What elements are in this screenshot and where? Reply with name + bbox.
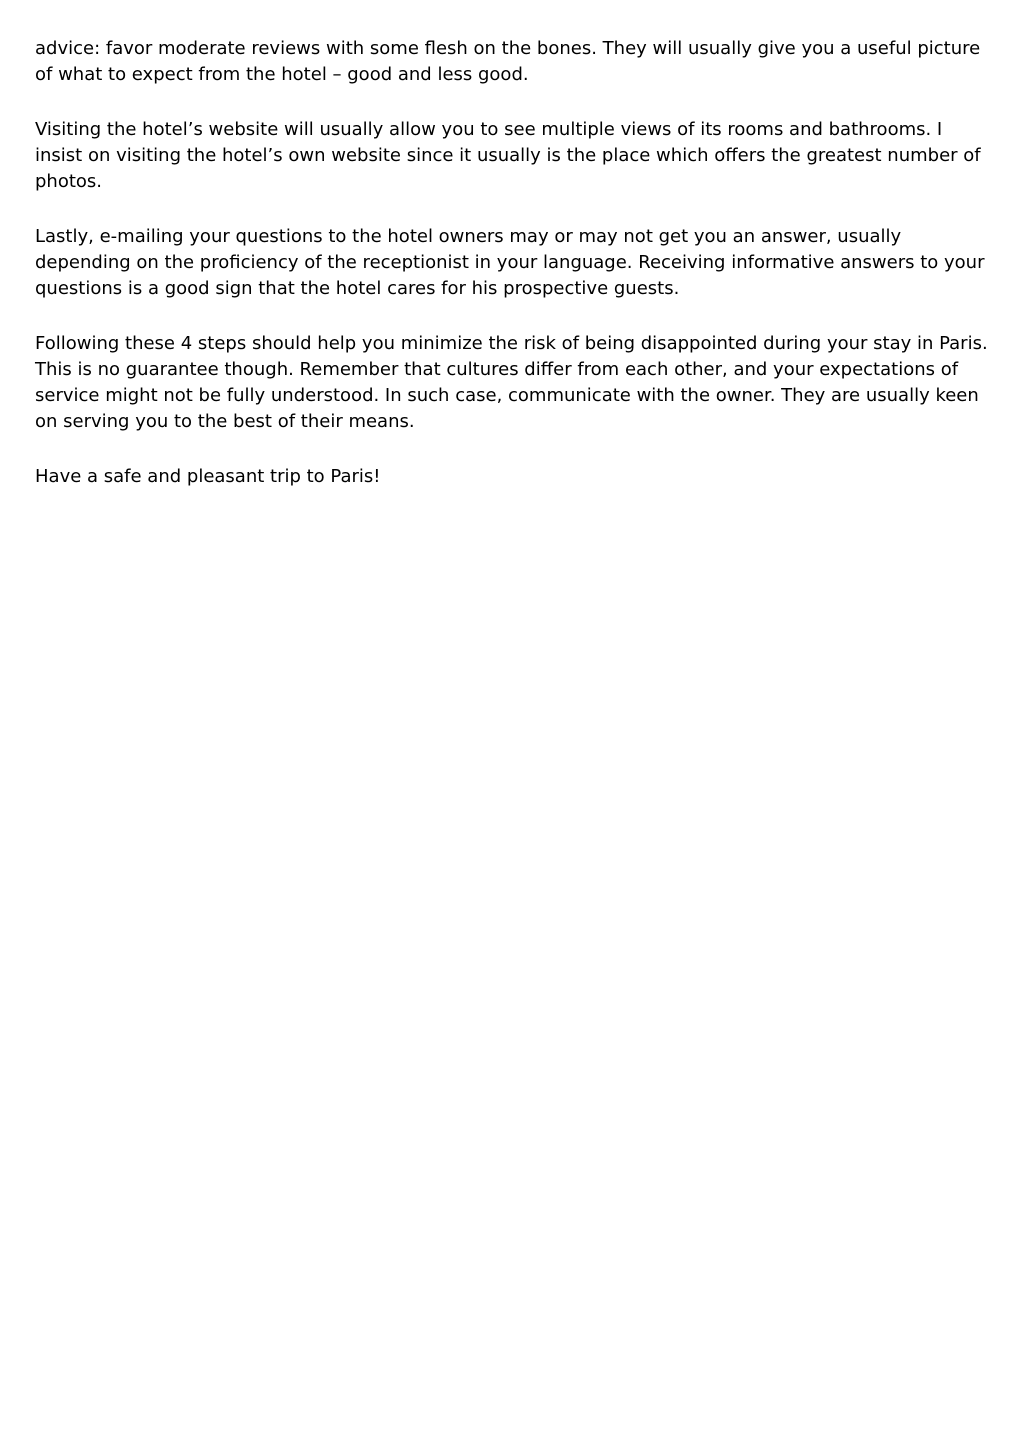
document-page: [35, 36, 995, 519]
paragraph-hotel-website: Visiting the hotel’s website will usually allow you to see multiple views of its rooms and bathrooms. I insist on visiting the hotel’s own website since it usually is the place which offers the greatest number of photos.: [35, 119, 981, 192]
paragraph-following-steps: Following these 4 steps should help you minimize the risk of being disappointed during your stay in Paris. This is no guarantee though. Remember that cultures differ from each other, and your expectations of service might not be fully understood. In such case, communicate with the owner. They are usually keen on serving you to the best of their means.: [35, 333, 988, 432]
paragraph-closing: Have a safe and pleasant trip to Paris!: [35, 466, 381, 487]
paragraph-review-advice: advice: favor moderate reviews with some flesh on the bones. They will usually give you a useful picture of what to expect from the hotel – good and less good.: [35, 38, 981, 85]
paragraph-email-questions: Lastly, e-mailing your questions to the hotel owners may or may not get you an answer, usually depending on the proficiency of the receptionist in your language. Receiving informative answers to your questions is a good sign that the hotel cares for his prospective guests.: [35, 226, 985, 299]
